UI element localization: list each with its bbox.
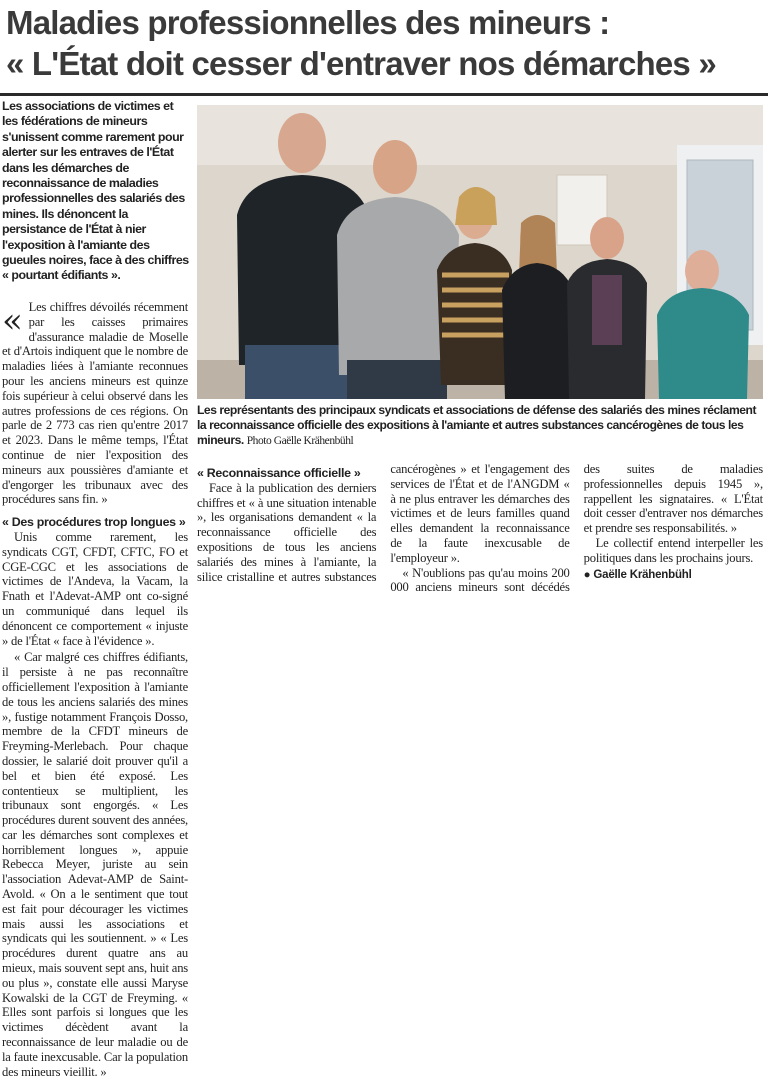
subhead-procedures: « Des procédures trop longues » [2, 515, 186, 530]
col1-paragraph-2: Unis comme rarement, les syndicats CGT, CFDT, CFTC, FO et CGE-CGC et les associations de victimes de l'Andeva, la Vacam, la Fnath et l'Adevat-AMP ont co-signé un communiqué dans lequel ils dénoncent ce comportement « injuste » de l'État « face à l'évidence ». [2, 529, 188, 648]
subhead-reconnaissance: « Reconnaissance officielle » [197, 466, 361, 480]
headline-line-1: Maladies professionnelles des mineurs : [6, 4, 610, 41]
col1-paragraph-3: « Car malgré ces chiffres édifiants, il persiste à ne pas reconnaître officiellement l'exposition à l'amiante de tous les anciens salariés des mines », fustige notamment François Dosso, membre de la CFDT mineurs de Freyming-Merlebach. Pour chaque dossier, le salarié doit prouver qu'il a bel et bien été exposé. Les contentieux se multiplient, les tribunaux sont engorgés. « Les procédures durent souvent des années, car les démarches sont complexes et horriblement longues », appuie Rebecca Meyer, juriste au sein l'association Adevat-AMP de Saint-Avold. « On a le sentiment que tout est fait pour décourager les victimes mais aussi les associations et syndicats qui les soutiennent. » « Les procédures durent quatre ans au mieux, mais souvent sept ans, huit ans ou plus », constate elle aussi Maryse Kowalski de la CGT de Freyming. « Elles sont parfois si longues que les victimes décèdent avant la reconnaissance de leur maladie ou de la faute inexcusable. Car la population des mineurs vieillit. » [2, 650, 188, 1079]
col4-paragraph-3: Le collectif entend interpeller les politiques dans les prochains jours. [583, 535, 763, 565]
col4-paragraph-2: « N'oublions pas qu'au moins 200 000 anciens mineurs sont décédés des suites de maladies professionnelles depuis 1945 », rappellent les signataires. « L'État doit cesser d'entraver nos démarches et prendre ses responsabilités. » [390, 462, 763, 595]
drop-quote-mark: « [2, 301, 23, 341]
headline-line-2: « L'État doit cesser d'entraver nos démarches » [6, 45, 716, 82]
col1-paragraph-1: Les chiffres dévoilés récemment par les caisses primaires d'assurance maladie de Moselle et d'Artois indiquent que le nombre de maladies liées à l'amiante reconnues pour les anciens mineurs est quinze fois supérieur à celui observé dans les autres professions de ces régions. On parle de 2 773 cas rien qu'entre 2017 et 2023. Dans le même temps, l'État continue de nier l'exposition des mineurs aux poussières d'amiante et d'engorger les tribunaux avec des procédures sans fin. » [2, 300, 188, 507]
photo-credit: Photo Gaëlle Krähenbühl [246, 435, 354, 447]
caption-text: Les représentants des principaux syndicats et associations de défense des salariés des mines réclament la reconnaissance officielle des expositions à l'amiante et autres substances cancérogènes de tous les mineurs. [197, 403, 757, 447]
author-signature: ● Gaëlle Krähenbühl [583, 568, 692, 581]
photo-caption [197, 403, 763, 449]
headline [6, 2, 762, 84]
group-photo [197, 105, 763, 399]
col3-paragraph-2: Face à la publication des derniers chiffres et « à une situation intenable », les organisations demandent « la reconnaissance officielle des expositions de tous les anciens salariés des mines à l'amiante, la silice cristalline et autres substances cancérogènes » et l'engagement des services de l'État et de l'ANGDM « à ne plus entraver les démarches des victimes et de leurs familles quand elles demandent la reconnaissance de la faute inexcusable de l'employeur ». [197, 462, 570, 584]
headline-rule [0, 93, 768, 96]
article-column-1 [2, 300, 188, 1079]
lead-paragraph: Les associations de victimes et les fédérations de mineurs s'unissent comme rarement pour alerter sur les entraves de l'État dans les démarches de reconnaissance de maladies professionnelles des salariés des mines. Ils dénoncent la persistance de l'État à nier l'exposition à l'amiante des gueules noires, face à des chiffres « pourtant édifiants ». [2, 99, 189, 283]
group-photo-illustration [197, 105, 763, 399]
article-columns-2-4 [197, 462, 763, 784]
